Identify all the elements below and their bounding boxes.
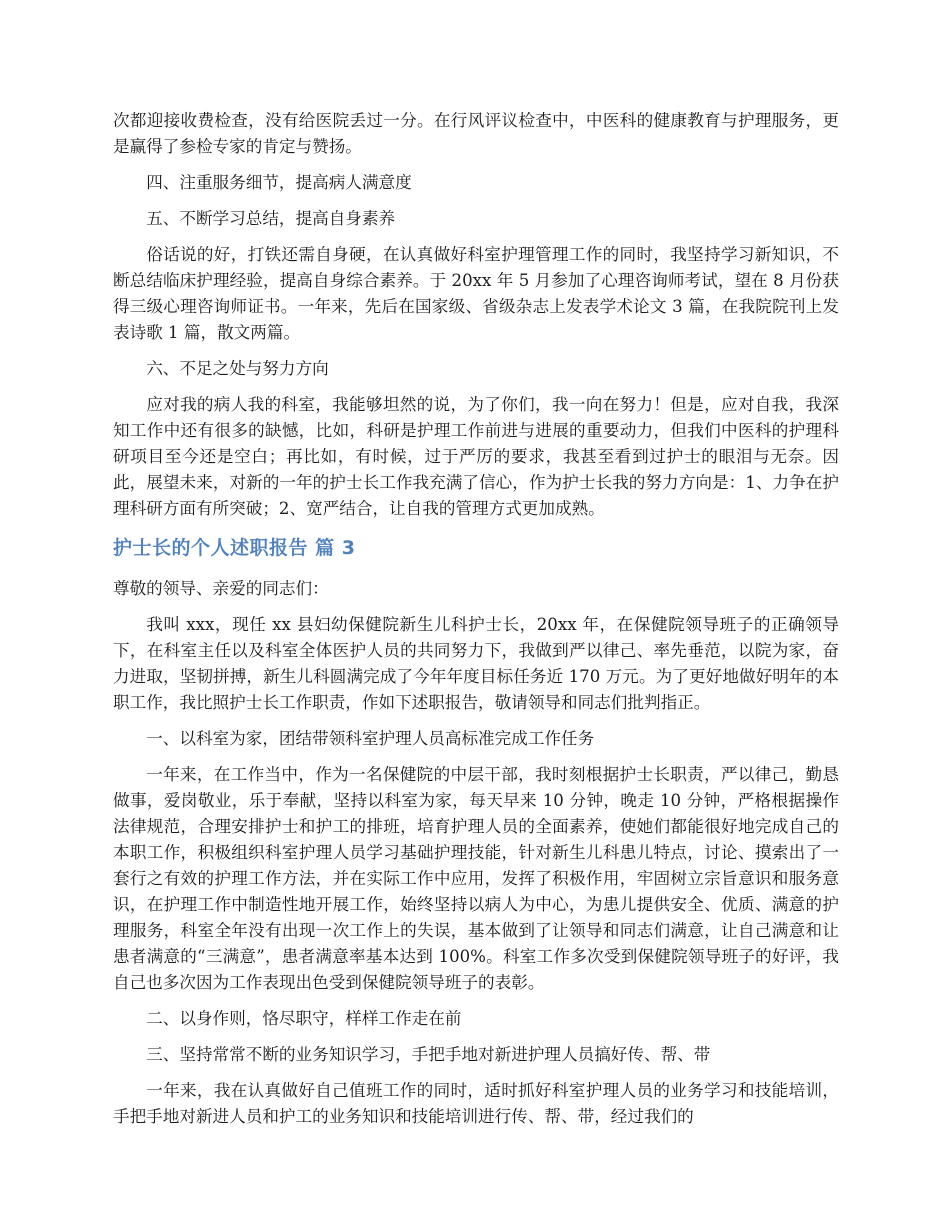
paragraph: 次都迎接收费检查，没有给医院丢过一分。在行风评议检查中，中医科的健康教育与护理服务，更是赢得了参检专家的肯定与赞扬。 — [113, 111, 839, 156]
section-heading-4: 四、注重服务细节，提高病人满意度 — [146, 173, 412, 192]
section-heading-3: 三、坚持常常不断的业务知识学习，手把手地对新进护理人员搞好传、帮、带 — [146, 1045, 711, 1064]
salutation: 尊敬的领导、亲爱的同志们： — [113, 579, 329, 598]
report-title: 护士长的个人述职报告 篇 3 — [113, 537, 356, 559]
section-heading-2: 二、以身作则，恪尽职守，样样工作走在前 — [146, 1009, 462, 1028]
paragraph: 我叫 xxx，现任 xx 县妇幼保健院新生儿科护士长，20xx 年，在保健院领导班子的正确领导下，在科室主任以及科室全体医护人员的共同努力下，我做到严以律己、率先垂范，以院为家，奋力进取，坚韧拼搏，新生儿科圆满完成了今年年度目标任务近 170 万元。为了更好地做好明年的本职工作，我比照护士长工作职责，作如下述职报告，敬请领导和同志们批判指正。 — [113, 615, 839, 712]
paragraph: 俗话说的好，打铁还需自身硬，在认真做好科室护理管理工作的同时，我坚持学习新知识，不断总结临床护理经验，提高自身综合素养。于 20xx 年 5 月参加了心理咨询师考试，望在 8 月份获得三级心理咨询师证书。一年来，先后在国家级、省级杂志上发表学术论文 3 篇，在我院院刊上发表诗歌 1 篇，散文两篇。 — [113, 245, 839, 342]
section-heading-1: 一、以科室为家，团结带领科室护理人员高标准完成工作任务 — [146, 729, 595, 748]
document-body — [113, 108, 839, 1140]
paragraph: 一年来，我在认真做好自己值班工作的同时，适时抓好科室护理人员的业务学习和技能培训，手把手地对新进人员和护工的业务知识和技能培训进行传、帮、带，经过我们的 — [113, 1081, 839, 1126]
section-heading-5: 五、不断学习总结，提高自身素养 — [146, 209, 396, 228]
section-heading-6: 六、不足之处与努力方向 — [146, 359, 329, 378]
paragraph: 应对我的病人我的科室，我能够坦然的说，为了你们，我一向在努力！但是，应对自我，我深知工作中还有很多的缺憾，比如，科研是护理工作前进与进展的重要动力，但我们中医科的护理科研项目至今还是空白；再比如，有时候，过于严厉的要求，我甚至看到过护士的眼泪与无奈。因此，展望未来，对新的一年的护士长工作我充满了信心，作为护士长我的努力方向是：1、力争在护理科研方面有所突破；2、宽严结合，让自我的管理方式更加成熟。 — [113, 395, 839, 518]
paragraph: 一年来，在工作当中，作为一名保健院的中层干部，我时刻根据护士长职责，严以律己，勤恳做事，爱岗敬业，乐于奉献，坚持以科室为家，每天早来 10 分钟，晚走 10 分钟，严格根据操作法律规范，合理安排护士和护工的排班，培育护理人员的全面素养，使她们都能很好地完成自己的本职工作，积极组织科室护理人员学习基础护理技能，针对新生儿科患儿特点，讨论、摸索出了一套行之有效的护理工作方法，并在实际工作中应用，发挥了积极作用，牢固树立宗旨意识和服务意识，在护理工作中制造性地开展工作，始终坚持以病人为中心，为患儿提供安全、优质、满意的护理服务，科室全年没有出现一次工作上的失误，基本做到了让领导和同志们满意，让自己满意和让患者满意的“三满意”，患者满意率基本达到 100%。科室工作多次受到保健院领导班子的好评，我自己也多次因为工作表现出色受到保健院领导班子的表彰。 — [113, 765, 839, 992]
